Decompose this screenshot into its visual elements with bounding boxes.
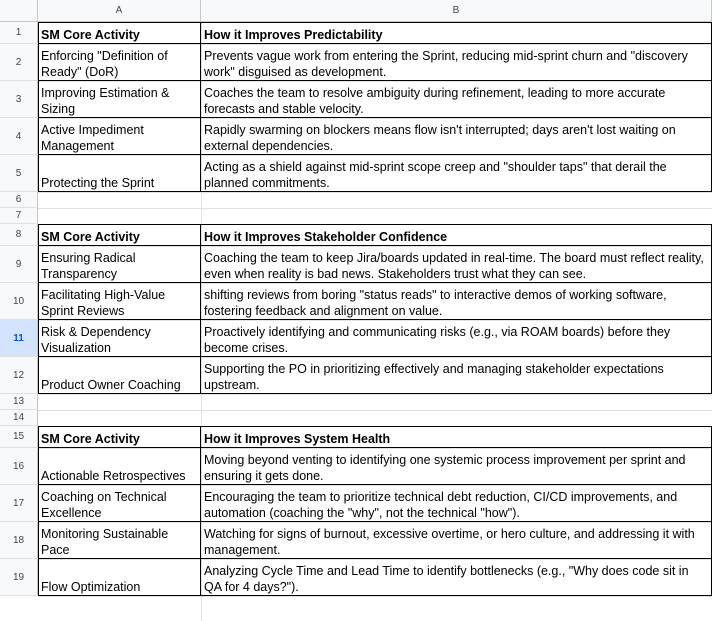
row-number[interactable]: 6 (0, 192, 38, 208)
table-border (38, 80, 712, 81)
cell-b-text: Acting as a shield against mid-sprint scope creep and "shoulder taps" that derail the planned commitments. (204, 160, 667, 190)
row-number[interactable]: 2 (0, 44, 38, 81)
row-number[interactable]: 4 (0, 118, 38, 155)
column-header-b[interactable]: B (201, 0, 712, 21)
table-border (200, 426, 201, 596)
cell-a[interactable] (38, 320, 201, 357)
cell-a[interactable] (38, 448, 201, 485)
cell-b[interactable] (201, 44, 712, 81)
cell-b[interactable] (201, 155, 712, 192)
cell-a-text: Improving Estimation & Sizing (41, 86, 170, 116)
cell-b[interactable] (201, 246, 712, 283)
row-number[interactable]: 12 (0, 357, 38, 394)
cell-b[interactable] (201, 81, 712, 118)
cell-a[interactable] (38, 208, 201, 224)
row-number[interactable]: 14 (0, 410, 38, 426)
table-border (38, 282, 712, 283)
cell-b-text: How it Improves Stakeholder Confidence (204, 230, 448, 244)
table-border (38, 224, 39, 394)
cell-a-text: Actionable Retrospectives (41, 469, 186, 483)
cell-a[interactable] (38, 357, 201, 394)
row-number[interactable]: 11 (0, 320, 38, 357)
cell-a[interactable] (38, 394, 201, 410)
cell-a-text: SM Core Activity (41, 28, 140, 42)
cell-b[interactable] (201, 448, 712, 485)
table-border (38, 595, 712, 596)
cell-a[interactable] (38, 522, 201, 559)
row-number[interactable]: 3 (0, 81, 38, 118)
cell-a[interactable] (38, 246, 201, 283)
cell-b[interactable] (201, 410, 712, 426)
table-border (38, 393, 712, 394)
column-header-a[interactable]: A (38, 0, 201, 21)
cell-b[interactable] (201, 208, 712, 224)
table-border (38, 245, 712, 246)
cell-b[interactable] (201, 522, 712, 559)
table-border (200, 224, 201, 394)
cell-a-text: Protecting the Sprint (41, 176, 155, 190)
cell-a-text: SM Core Activity (41, 230, 140, 244)
cell-b-text: shifting reviews from boring "status reads" to interactive demos of working software, fostering feedback and alignment on value. (204, 288, 667, 318)
cell-a-text: Active Impediment Management (41, 123, 144, 153)
cell-b[interactable] (201, 559, 712, 596)
cell-a[interactable] (38, 155, 201, 192)
table-border (38, 191, 712, 192)
table-border (38, 22, 39, 192)
table-border (38, 356, 712, 357)
table-border (38, 22, 712, 23)
row-number[interactable]: 10 (0, 283, 38, 320)
row-number[interactable]: 15 (0, 426, 38, 448)
cell-b[interactable] (201, 192, 712, 208)
table-border (38, 521, 712, 522)
table-border (38, 154, 712, 155)
row-number[interactable]: 18 (0, 522, 38, 559)
cell-a[interactable] (38, 410, 201, 426)
table-border (38, 558, 712, 559)
select-all-corner[interactable] (0, 0, 38, 21)
cell-a[interactable] (38, 224, 201, 246)
table-border (38, 319, 712, 320)
cell-a-text: SM Core Activity (41, 432, 140, 446)
table-border (38, 224, 712, 225)
row-number[interactable]: 7 (0, 208, 38, 224)
gridline-horizontal (38, 596, 712, 597)
cell-b-text: How it Improves Predictability (204, 28, 383, 42)
cell-a-text: Product Owner Coaching (41, 378, 181, 392)
cell-a-text: Ensuring Radical Transparency (41, 251, 136, 281)
cell-a[interactable] (38, 559, 201, 596)
cell-b-text: Coaches the team to resolve ambiguity during refinement, leading to more accurate forecasts and stable velocity. (204, 86, 666, 116)
table-border (38, 43, 712, 44)
cell-a[interactable] (38, 22, 201, 44)
cell-b-text: Rapidly swarming on blockers means flow isn't interrupted; days aren't lost waiting on external dependencies. (204, 123, 676, 153)
cell-b-text: Watching for signs of burnout, excessive overtime, or hero culture, and addressing it with management. (204, 527, 695, 557)
cell-a-text: Flow Optimization (41, 580, 141, 594)
cell-a-text: Coaching on Technical Excellence (41, 490, 167, 520)
table-border (38, 426, 39, 596)
cell-b[interactable] (201, 426, 712, 448)
row-number[interactable]: 17 (0, 485, 38, 522)
cell-b[interactable] (201, 485, 712, 522)
row-number[interactable]: 16 (0, 448, 38, 485)
cell-a[interactable] (38, 118, 201, 155)
cell-a[interactable] (38, 283, 201, 320)
cell-b[interactable] (201, 224, 712, 246)
cell-b[interactable] (201, 283, 712, 320)
cell-a[interactable] (38, 44, 201, 81)
cell-a[interactable] (38, 485, 201, 522)
row-number[interactable]: 9 (0, 246, 38, 283)
cell-b[interactable] (201, 22, 712, 44)
cell-b-text: Encouraging the team to prioritize technical debt reduction, CI/CD improvements, and automation (coaching the "why", not the technical "how"). (204, 490, 678, 520)
table-border (38, 426, 712, 427)
table-border (200, 22, 201, 192)
table-border (38, 484, 712, 485)
row-number[interactable]: 5 (0, 155, 38, 192)
cell-b-text: How it Improves System Health (204, 432, 391, 446)
cell-b-text: Coaching the team to keep Jira/boards updated in real-time. The board must reflect reality, even when reality is bad news. Stakeholders trust what they can see. (204, 251, 704, 281)
row-number[interactable]: 13 (0, 394, 38, 410)
cell-a[interactable] (38, 81, 201, 118)
cell-b[interactable] (201, 394, 712, 410)
cell-b[interactable] (201, 320, 712, 357)
cell-a-text: Facilitating High-Value Sprint Reviews (41, 288, 166, 318)
cell-b-text: Proactively identifying and communicating risks (e.g., via ROAM boards) before they become crises. (204, 325, 671, 355)
cell-a-text: Monitoring Sustainable Pace (41, 527, 169, 557)
cell-b-text: Analyzing Cycle Time and Lead Time to identify bottlenecks (e.g., "Why does code sit in QA for 4 days?"). (204, 564, 689, 594)
cell-b-text: Prevents vague work from entering the Sprint, reducing mid-sprint churn and "discovery work" disguised as development. (204, 49, 688, 79)
table-border (38, 117, 712, 118)
row-number[interactable]: 8 (0, 224, 38, 246)
row-number[interactable]: 1 (0, 22, 38, 44)
cell-a-text: Risk & Dependency Visualization (41, 325, 151, 355)
cell-b-text: Supporting the PO in prioritizing effectively and managing stakeholder expectations upstream. (204, 362, 664, 392)
cell-a[interactable] (38, 192, 201, 208)
cell-b-text: Moving beyond venting to identifying one systemic process improvement per sprint and ensuring it gets done. (204, 453, 686, 483)
cell-a-text: Enforcing "Definition of Ready" (DoR) (41, 49, 168, 79)
cell-b[interactable] (201, 118, 712, 155)
cell-a[interactable] (38, 426, 201, 448)
row-number[interactable]: 19 (0, 559, 38, 596)
cell-b[interactable] (201, 357, 712, 394)
table-border (38, 447, 712, 448)
